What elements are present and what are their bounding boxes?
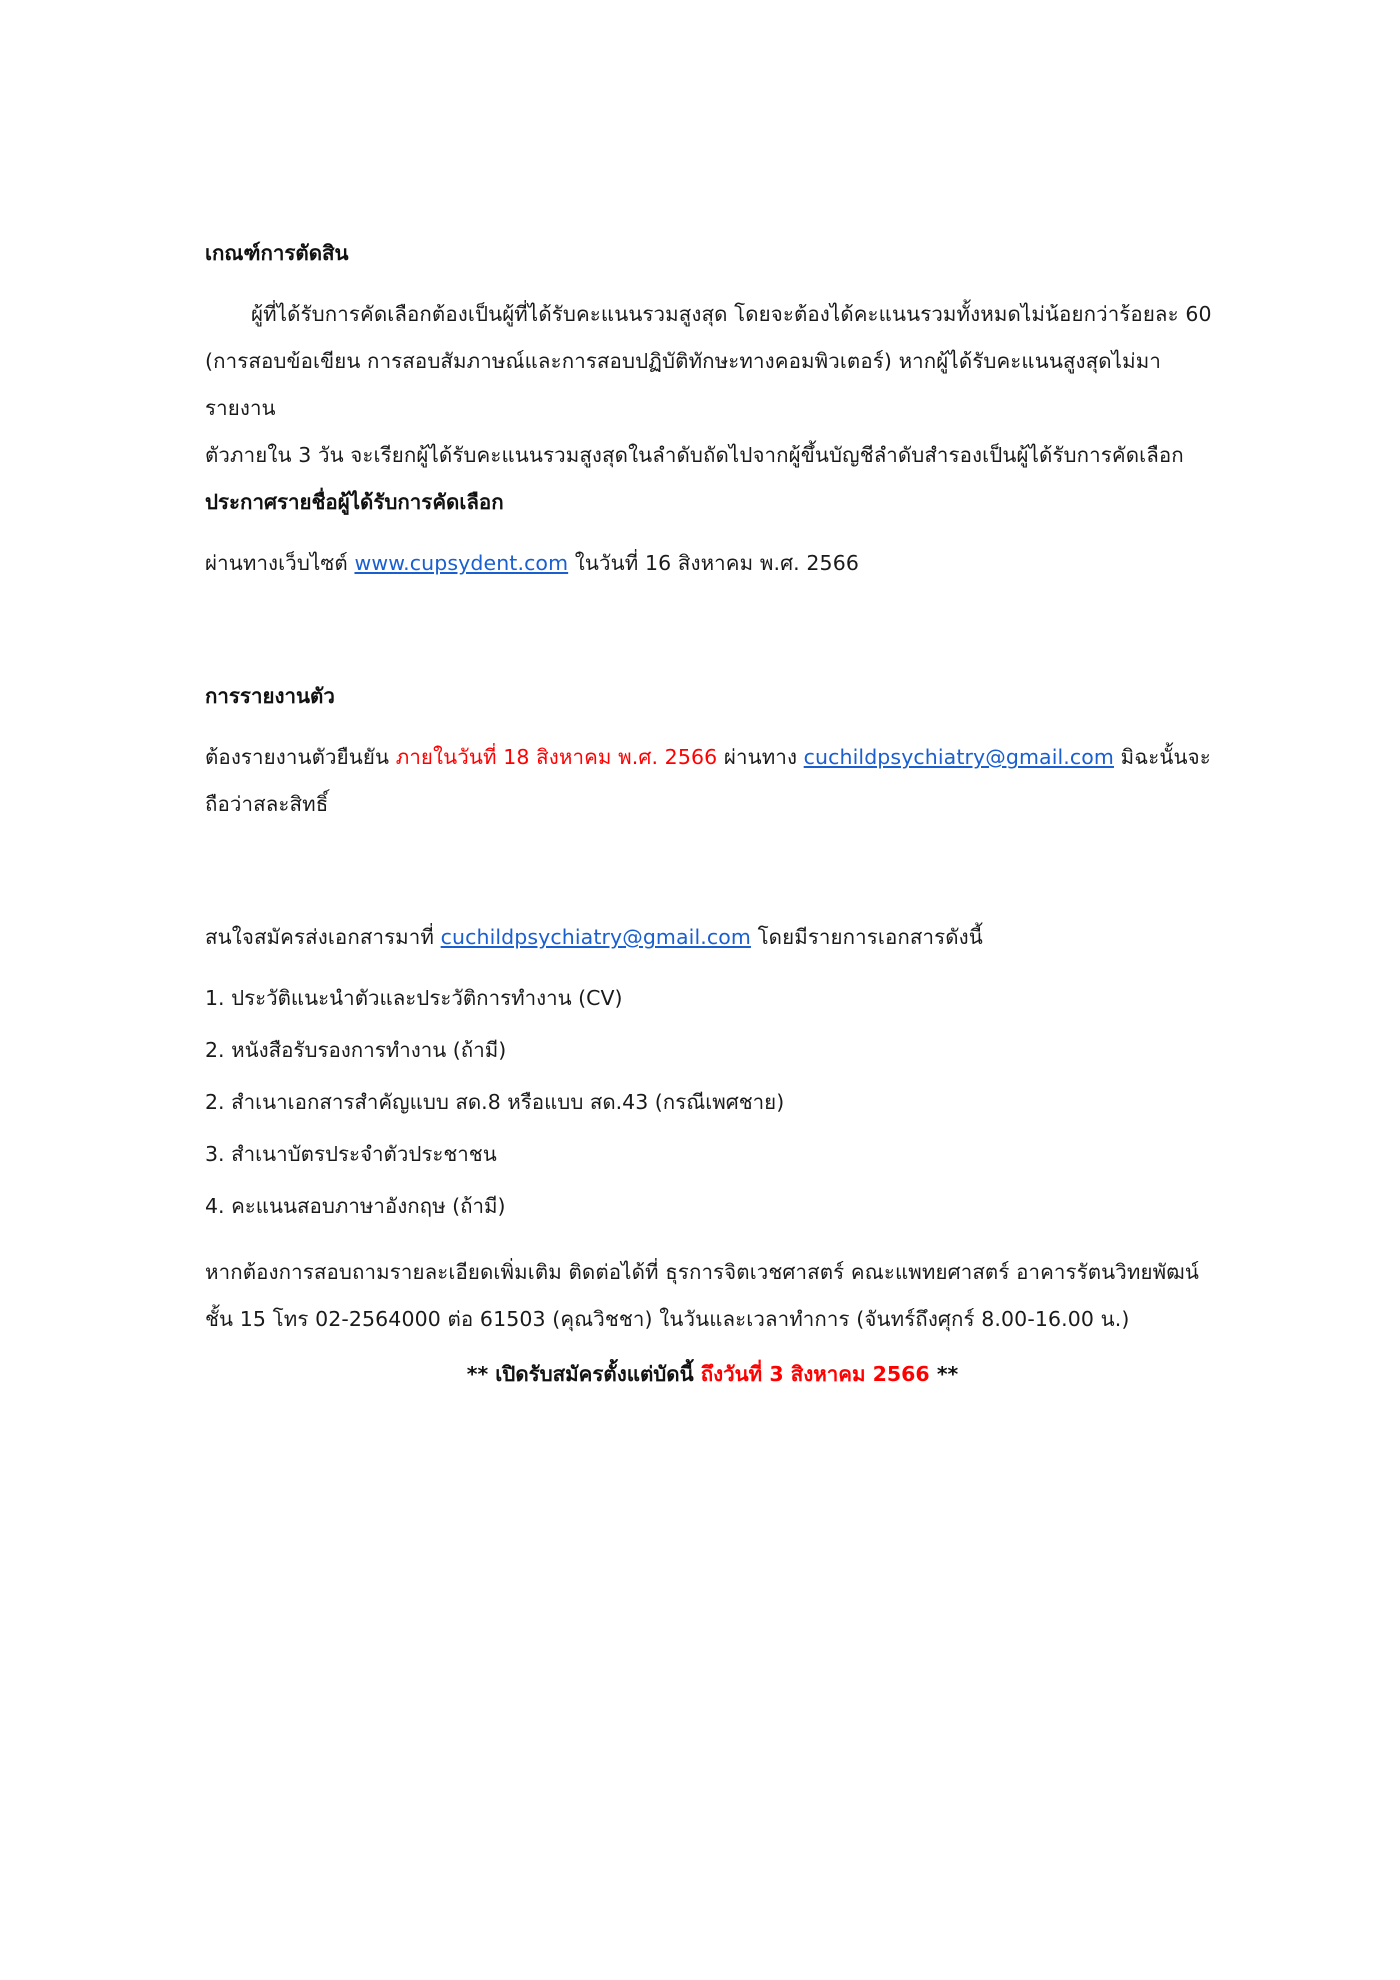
reporting-email-link[interactable]: cuchildpsychiatry@gmail.com [803, 745, 1114, 769]
reporting-line-2: ถือว่าสละสิทธิ์ [205, 792, 329, 816]
spacer [205, 961, 1220, 975]
criteria-paragraph-line-3: ตัวภายใน 3 วัน จะเรียกผู้ได้รับคะแนนรวมสูงสุดในลำดับถัดไปจากผู้ขึ้นบัญชีลำดับสำรองเป็นผู้ได้รับการคัดเลือก [205, 443, 1184, 467]
list-item: 1. ประวัติแนะนำตัวและประวัติการทำงาน (CV) [205, 986, 623, 1010]
required-documents-list [205, 975, 1220, 1230]
announcement-suffix-text: ในวันที่ 16 สิงหาคม พ.ศ. 2566 [568, 551, 859, 575]
application-intro-prefix-text: สนใจสมัครส่งเอกสารมาที่ [205, 925, 441, 949]
announcement-prefix-text: ผ่านทางเว็บไซต์ [205, 551, 355, 575]
list-item: 3. สำเนาบัตรประจำตัวประชาชน [205, 1142, 497, 1166]
footer-deadline-date: ถึงวันที่ 3 สิงหาคม 2566 [700, 1362, 930, 1386]
criteria-heading: เกณฑ์การตัดสิน [205, 241, 349, 265]
footer-suffix-text: ** [929, 1362, 959, 1386]
announcement-line [205, 540, 1220, 587]
list-item: 2. หนังสือรับรองการทำงาน (ถ้ามี) [205, 1038, 507, 1062]
reporting-prefix-text: ต้องรายงานตัวยืนยัน [205, 745, 396, 769]
reporting-deadline-date: ภายในวันที่ 18 สิงหาคม พ.ศ. 2566 [395, 745, 718, 769]
application-period-footer [205, 1351, 1220, 1398]
announcement-heading: ประกาศรายชื่อผู้ได้รับการคัดเลือก [205, 490, 504, 514]
reporting-suffix-text: มิฉะนั้นจะ [1113, 745, 1211, 769]
footer-prefix-text: ** เปิดรับสมัครตั้งแต่บัดนี้ [466, 1362, 701, 1386]
criteria-paragraph-line-2: (การสอบข้อเขียน การสอบสัมภาษณ์และการสอบปฏิบัติทักษะทางคอมพิวเตอร์) หากผู้ได้รับคะแนนสูงสุดไม่มารายงาน [205, 349, 1161, 420]
contact-line-1: หากต้องการสอบถามรายละเอียดเพิ่มเติม ติดต่อได้ที่ ธุรการจิตเวชศาสตร์ คณะแพทยศาสตร์ อาคารรัตนวิทยพัฒน์ [205, 1260, 1199, 1284]
spacer [205, 526, 1220, 540]
spacer [205, 720, 1220, 734]
spacer [205, 1235, 1220, 1249]
list-item: 2. สำเนาเอกสารสำคัญแบบ สด.8 หรือแบบ สด.43 (กรณีเพศชาย) [205, 1090, 785, 1114]
contact-line-2: ชั้น 15 โทร 02-2564000 ต่อ 61503 (คุณวิชชา) ในวันและเวลาทำการ (จันทร์ถึงศุกร์ 8.00-16.00 น.) [205, 1307, 1130, 1331]
website-link[interactable]: www.cupsydent.com [354, 551, 569, 575]
spacer [205, 277, 1220, 291]
criteria-paragraph-line-1: ผู้ที่ได้รับการคัดเลือกต้องเป็นผู้ที่ได้รับคะแนนรวมสูงสุด โดยจะต้องได้คะแนนรวมทั้งหมดไม่น้อยกว่าร้อยละ 60 [251, 302, 1212, 326]
reporting-middle-text: ผ่านทาง [717, 745, 804, 769]
document-body [205, 230, 1220, 1398]
application-intro-line [205, 914, 1220, 961]
spacer [205, 587, 1220, 673]
application-intro-suffix-text: โดยมีรายการเอกสารดังนี้ [750, 925, 983, 949]
reporting-heading: การรายงานตัว [205, 684, 335, 708]
list-item: 4. คะแนนสอบภาษาอังกฤษ (ถ้ามี) [205, 1194, 506, 1218]
spacer [205, 828, 1220, 914]
application-email-link[interactable]: cuchildpsychiatry@gmail.com [440, 925, 751, 949]
reporting-line-1 [205, 734, 1220, 781]
